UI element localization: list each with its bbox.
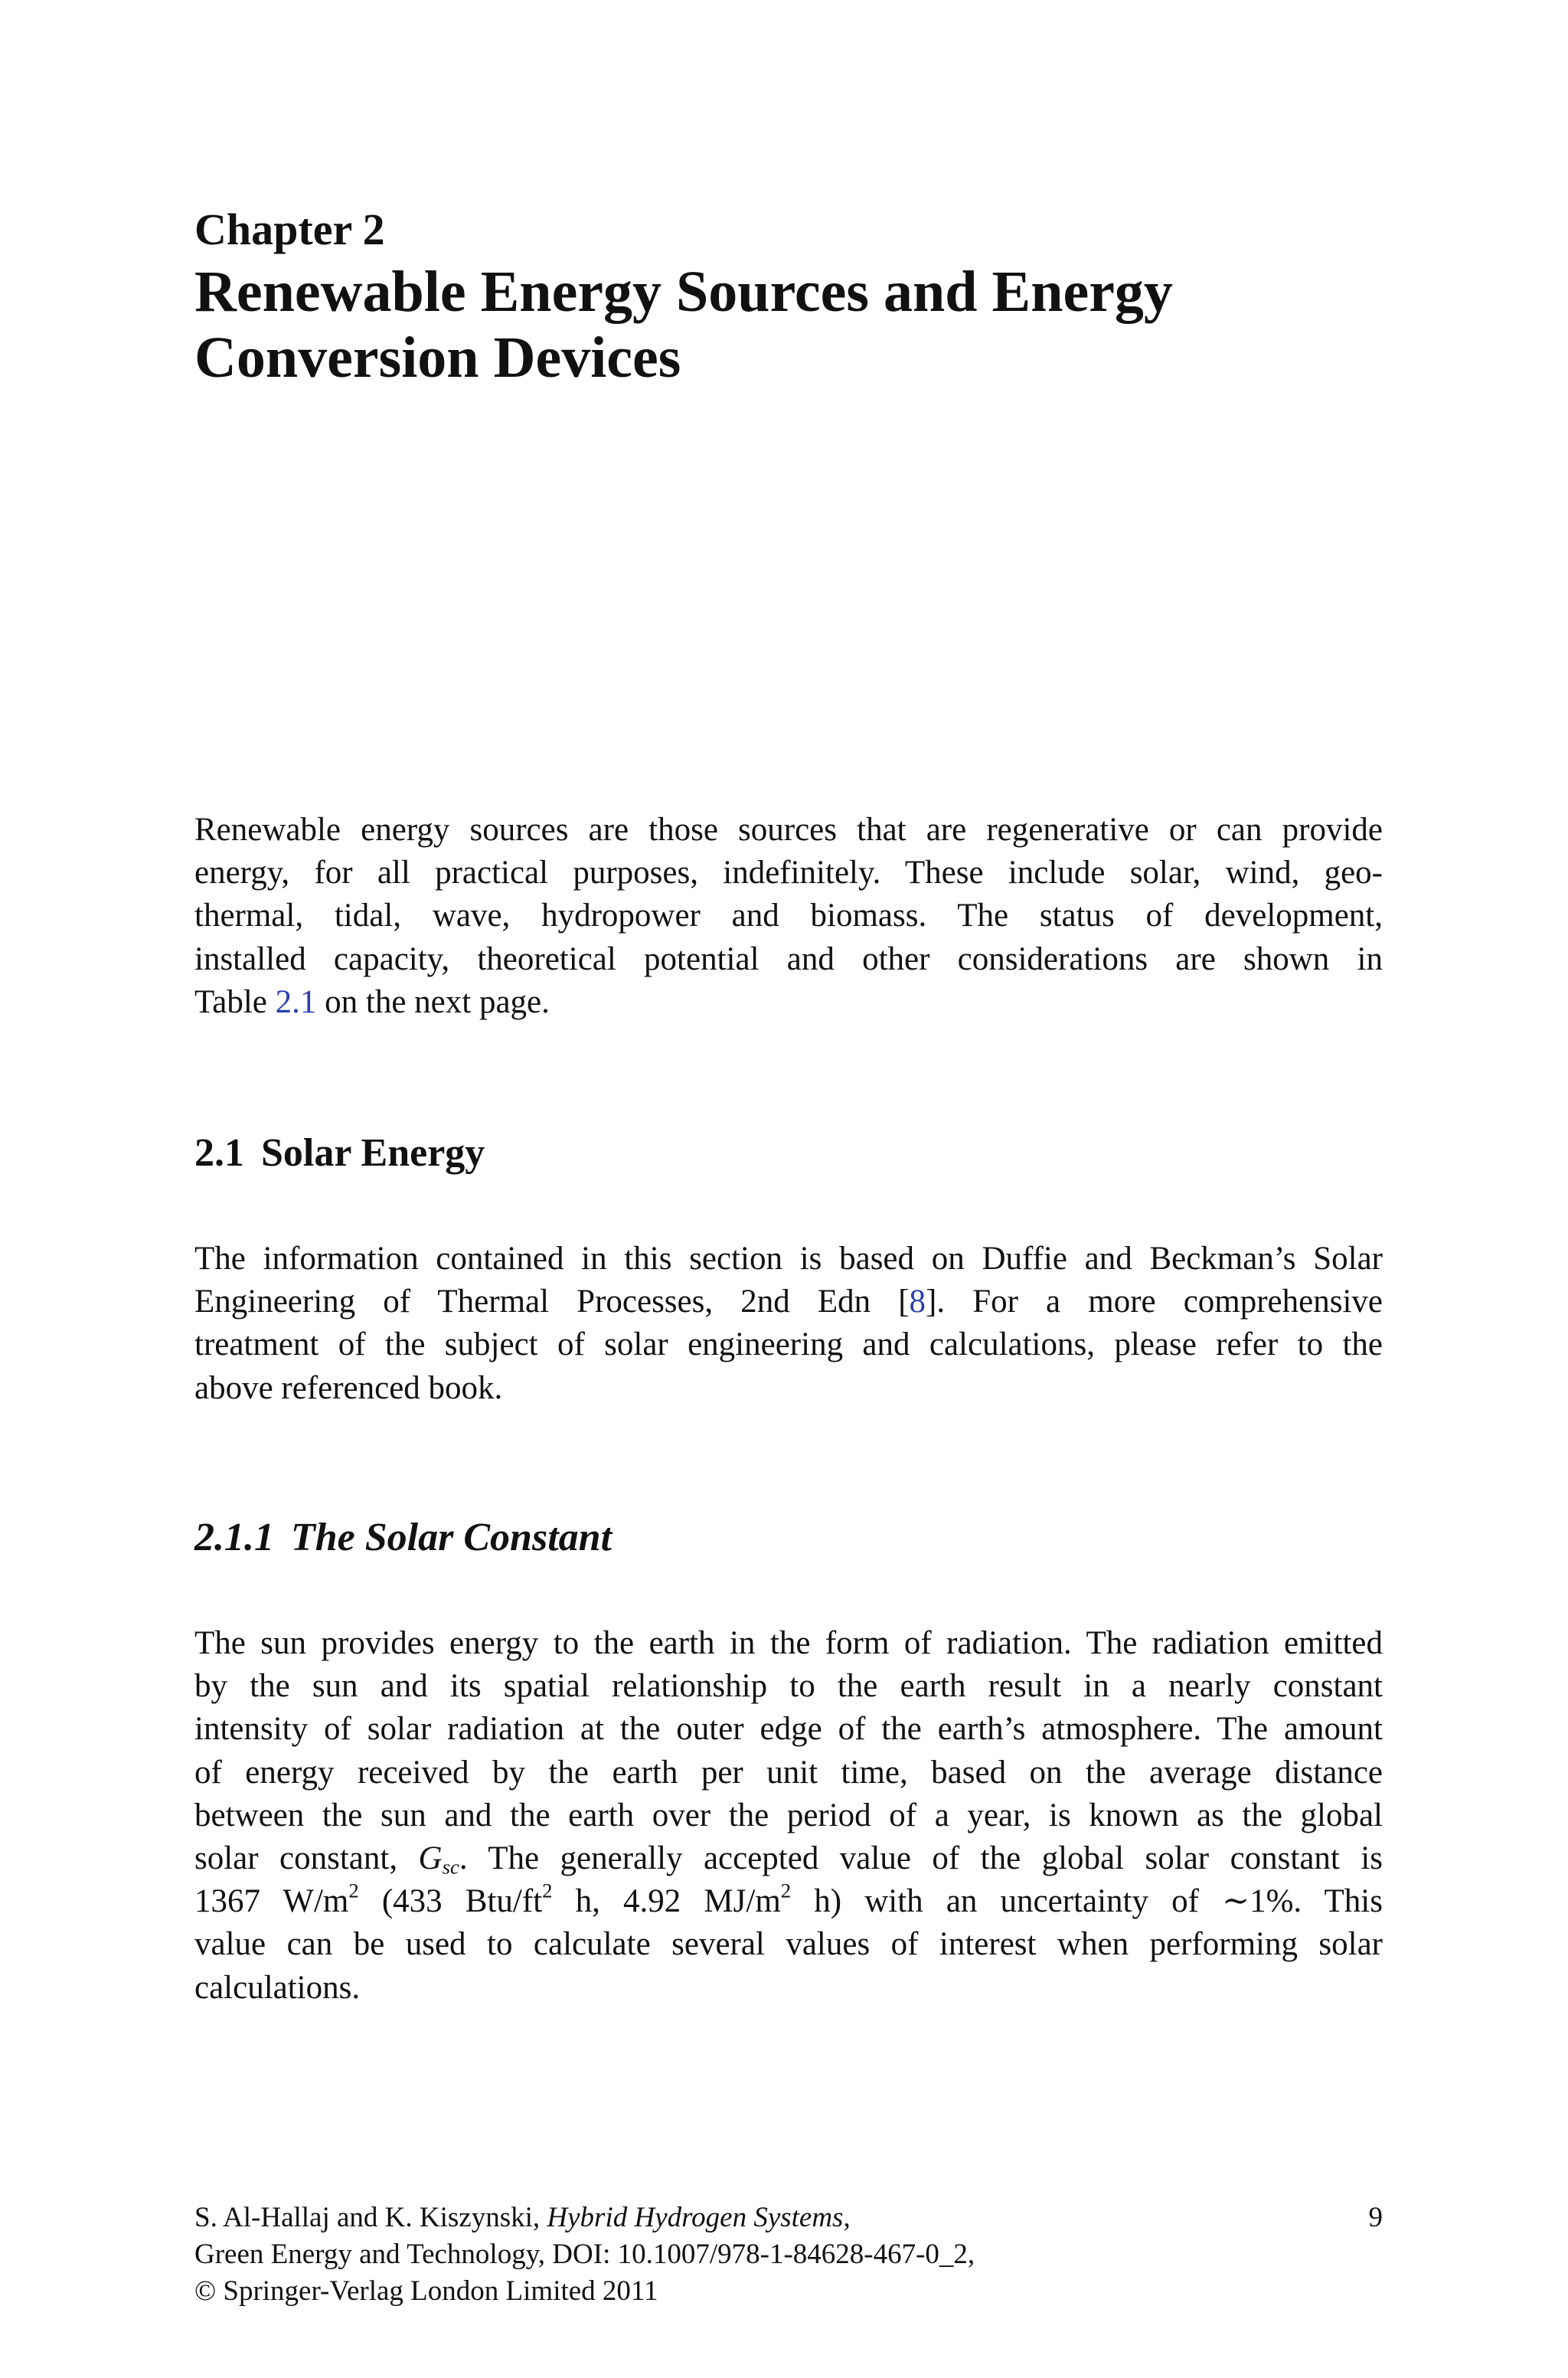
text-fragment: (433 Btu/ft	[358, 1883, 543, 1920]
text-line	[194, 1281, 1383, 1323]
section-heading-2-1-1	[194, 1513, 612, 1562]
superscript: 2	[542, 1879, 553, 1902]
text-line	[194, 1837, 1383, 1880]
text-line: energy, for all practical purposes, indefinitely. These include solar, wind, geo-	[194, 855, 1383, 891]
footer-authors: S. Al-Hallaj and K. Kiszynski,	[194, 2202, 547, 2233]
superscript: 2	[348, 1879, 359, 1902]
text-fragment: on the next page.	[316, 983, 550, 1020]
solar-constant-symbol	[418, 1840, 459, 1879]
chapter-label: Chapter 2	[194, 204, 385, 254]
chapter-title-line-1: Renewable Energy Sources and Energy	[194, 260, 1173, 324]
text-line: treatment of the subject of solar engineering and calculations, please refer to the	[194, 1326, 1383, 1363]
text-fragment: Engineering of Thermal Processes, 2nd Edn [	[194, 1284, 910, 1320]
text-line: The sun provides energy to the earth in the form of radiation. The radiation emitted	[194, 1625, 1383, 1661]
text-line: thermal, tidal, wave, hydropower and biomass. The status of development,	[194, 898, 1383, 934]
text-line: installed capacity, theoretical potential and other considerations are shown in	[194, 940, 1383, 977]
page-number: 9	[1368, 2202, 1383, 2233]
text-line: between the sun and the earth over the period of a year, is known as the global	[194, 1797, 1383, 1833]
footer-copyright: © Springer-Verlag London Limited 2011	[194, 2275, 658, 2307]
text-fragment: ,	[843, 2202, 851, 2233]
text-line: of energy received by the earth per unit time, based on the average distance	[194, 1754, 1383, 1791]
text-line: The information contained in this section is based on Duffie and Beckman’s Solar	[194, 1241, 1383, 1277]
intro-paragraph	[194, 809, 1383, 1024]
table-reference-link[interactable]: 2.1	[275, 983, 317, 1020]
symbol-letter: G	[418, 1840, 443, 1877]
text-line: value can be used to calculate several values of interest when performing solar	[194, 1926, 1383, 1963]
footer-book-title: Hybrid Hydrogen Systems	[547, 2202, 844, 2233]
text-line	[194, 981, 1383, 1024]
text-line: intensity of solar radiation at the outer edge of the earth’s atmosphere. The amount	[194, 1711, 1383, 1748]
text-fragment: . The generally accepted value of the global solar constant is	[459, 1840, 1383, 1877]
solar-constant-paragraph	[194, 1622, 1383, 2010]
text-fragment: ]. For a more comprehensive	[926, 1284, 1383, 1320]
section-heading-2-1	[194, 1129, 485, 1178]
chapter-title	[194, 259, 1419, 391]
text-line: Renewable energy sources are those sources that are regenerative or can provide	[194, 812, 1383, 848]
footer-citation-line	[194, 2200, 1383, 2236]
section-number: 2.1.1	[194, 1516, 274, 1559]
text-fragment: h, 4.92 MJ/m	[552, 1883, 781, 1920]
text-fragment: solar constant,	[194, 1840, 419, 1877]
section-title: The Solar Constant	[291, 1516, 612, 1559]
footer-series-doi: Green Energy and Technology, DOI: 10.1007/978-1-84628-467-0_2,	[194, 2239, 975, 2270]
text-line: calculations.	[194, 1969, 361, 2006]
text-line: above referenced book.	[194, 1369, 503, 1406]
text-fragment: Table	[194, 983, 276, 1020]
chapter-title-line-2: Conversion Devices	[194, 325, 681, 390]
solar-energy-paragraph	[194, 1238, 1383, 1410]
text-line: by the sun and its spatial relationship to the earth result in a nearly constant	[194, 1668, 1383, 1705]
text-fragment: h) with an uncertainty of ∼1%. This	[791, 1883, 1383, 1920]
section-title: Solar Energy	[261, 1131, 485, 1175]
text-line	[194, 1880, 1383, 1923]
text-fragment: 1367 W/m	[194, 1883, 349, 1920]
superscript: 2	[780, 1879, 792, 1902]
section-number: 2.1	[194, 1131, 244, 1175]
citation-link[interactable]: 8	[909, 1284, 926, 1320]
symbol-subscript: sc	[442, 1855, 459, 1879]
page-footer	[194, 2200, 1383, 2310]
